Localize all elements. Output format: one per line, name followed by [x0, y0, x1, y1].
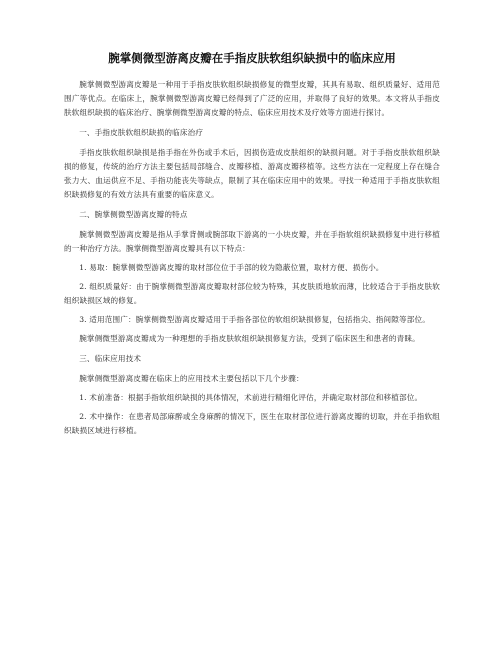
list-item-preop: 1. 术前准备：根据手指软组织缺损的具体情况，术前进行精细化评估，并确定取材部位和移植部位。 — [79, 393, 423, 402]
list-item-intraop: 2. 术中操作：在患者局部麻醉或全身麻醉的情况下，医生在取材部位进行游离皮瓣的切取，并在手指软组织缺损区域进行移植。 — [64, 412, 440, 435]
paragraph-section-2: 腕掌侧微型游离皮瓣是指从手掌背侧或腕部取下游离的一小块皮瓣，并在手指软组织缺损修复中进行移植的一种治疗方法。腕掌侧微型游离皮瓣具有以下特点： — [64, 230, 440, 253]
paragraph-intro: 腕掌侧微型游离皮瓣是一种用于手指皮肤软组织缺损修复的微型皮瓣，其具有易取、组织质量好、适用范围广等优点。在临床上，腕掌侧微型游离皮瓣已经得到了广泛的应用，并取得了良好的效果。本文将从手指皮肤软组织缺损的临床治疗、腕掌侧微型游离皮瓣的特点、临床应用技术及疗效等方面进行探讨。 — [64, 80, 440, 117]
section-heading-3: 三、临床应用技术 — [79, 354, 142, 363]
paragraph-section-3: 腕掌侧微型游离皮瓣在临床上的应用技术主要包括以下几个步骤： — [79, 374, 304, 383]
paragraph-section-1: 手指皮肤软组织缺损是指手指在外伤或手术后，因损伤造成皮肤组织的缺损问题。对于手指皮肤软组织缺损的修复，传统的治疗方法主要包括局部缝合、皮瓣移植、游离皮瓣移植等。这些方法在一定程度上存在缝合张力大、血运供应不足、手指功能丧失等缺点，限制了其在临床应用中的效果。寻找一种适用于手指皮肤软组织缺损修复的有效方法具有重要的临床意义。 — [64, 148, 440, 199]
section-heading-2: 二、腕掌侧微型游离皮瓣的特点 — [79, 210, 188, 219]
paragraph-summary: 腕掌侧微型游离皮瓣成为一种理想的手指皮肤软组织缺损修复方法，受到了临床医生和患者的青睐。 — [79, 334, 420, 343]
list-item-easy: 1. 易取：腕掌侧微型游离皮瓣的取材部位位于手部的较为隐蔽位置，取材方便、损伤小。 — [79, 263, 384, 272]
document-title: 腕掌侧微型游离皮瓣在手指皮肤软组织缺损中的临床应用 — [108, 51, 396, 65]
list-item-quality: 2. 组织质量好：由于腕掌侧微型游离皮瓣取材部位较为特殊，其皮肤质地软而薄，比较适合于手指皮肤软组织缺损区域的修复。 — [64, 282, 440, 305]
list-item-range: 3. 适用范围广：腕掌侧微型游离皮瓣适用于手指各部位的软组织缺损修复，包括指尖、指间隙等部位。 — [79, 315, 431, 324]
section-heading-1: 一、手指皮肤软组织缺损的临床治疗 — [79, 128, 204, 137]
